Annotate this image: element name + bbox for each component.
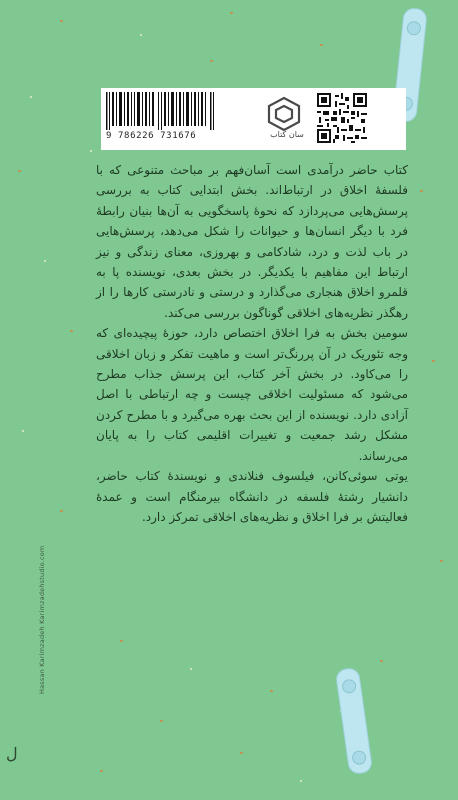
clip-hole-icon (351, 750, 367, 766)
bottom-clip (335, 667, 374, 775)
clip-hole-icon (341, 678, 357, 694)
designer-site: Karimzadehstudio.com (38, 545, 46, 624)
barcode (106, 92, 216, 130)
designer-name: Hassan Karimzadeh (38, 626, 46, 694)
description-paragraph-1: کتاب حاضر درآمدی است آسان‌فهم بر مباحث متنوعی که با فلسفهٔ اخلاق در ارتباط‌اند. بخش ابتدایی کتاب به بررسی پرسش‌هایی می‌پردازد که نحوهٔ پاسخگویی به آن‌ها بنیان رابطهٔ فرد با دیگر انسان‌ها و حیوانات را شکل می‌دهد، پرسش‌هایی در باب لذت و درد، شادکامی و بهروزی، معنای زندگی و نیز ارتباط این مفاهیم با یکدیگر. در بخش بعدی، نویسنده پا به قلمرو اخلاق هنجاری می‌گذارد و درستی و نادرستی کارها را از رهگذر نظریه‌های اخلاقی گوناگون بررسی می‌کند. (96, 163, 408, 320)
description-paragraph-2: سومین بخش به فرا اخلاق اختصاص دارد، حوزهٔ پیچیده‌ای که وجه تئوریک در آن پررنگ‌تر است و ماهیت تفکر و زبان اخلاقی را می‌کاود. در بخش آخر کتاب، این پرسش جذاب مطرح می‌شود که مسئولیت اخلاقی چیست و چه ارتباطی با اصل آزادی دارد. نویسنده از این بحث بهره می‌گیرد و با مطرح کردن مشکل رشد جمعیت و تغییرات اقلیمی کتاب را به پایان می‌رساند. (96, 326, 408, 463)
designer-credit (38, 545, 46, 694)
qr-code-icon (317, 93, 367, 143)
book-description (96, 160, 408, 527)
designer-signature: ل (6, 744, 18, 763)
isbn-number: 9 786226 731676 (106, 131, 197, 141)
clip-hole-icon (406, 21, 421, 36)
publisher-name: سان کتاب (270, 130, 304, 139)
description-paragraph-3: یوتی سوئی‌کانن، فیلسوف فنلاندی و نویسندهٔ کتاب حاضر، دانشیار رشتهٔ فلسفه در دانشگاه بیرمنگام است و عمدهٔ فعالیتش بر فرا اخلاق و نظریه‌های اخلاقی تمرکز دارد. (96, 469, 408, 524)
barcode-panel (101, 88, 406, 150)
